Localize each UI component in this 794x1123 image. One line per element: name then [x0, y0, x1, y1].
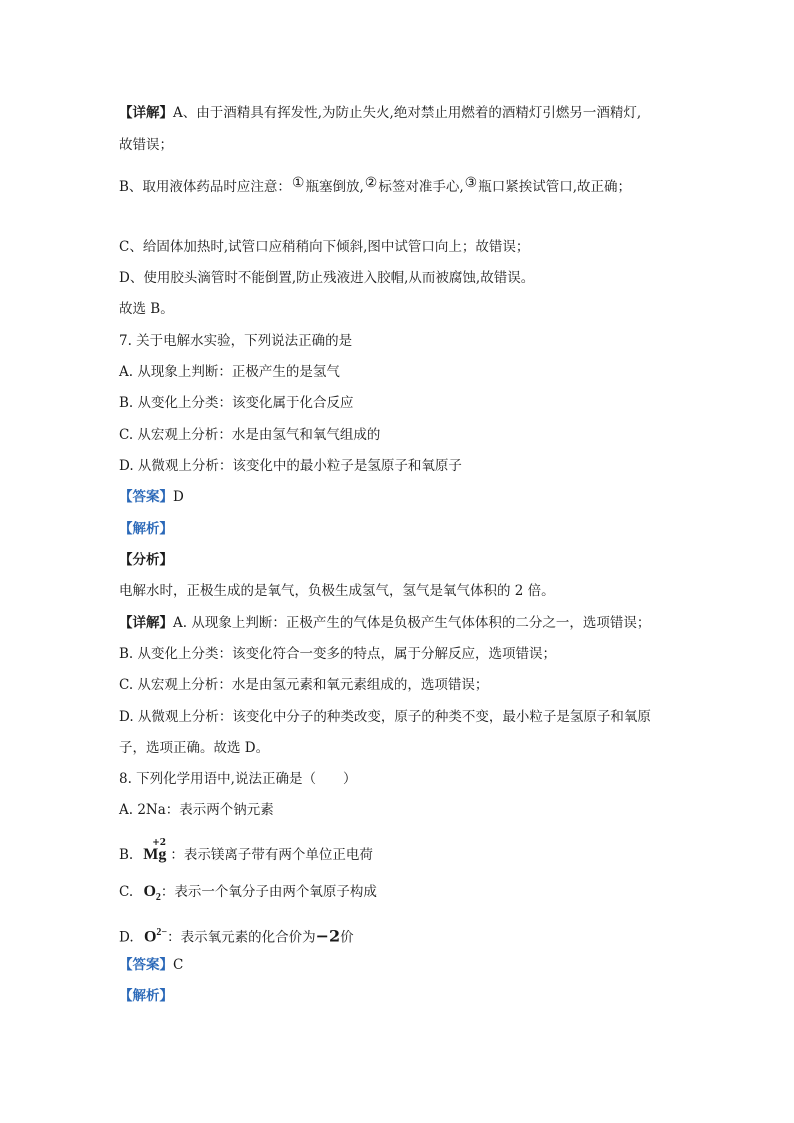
line-text: D. 从微观上分析：该变化中的最小粒子是氢原子和氧原子: [119, 458, 462, 474]
line-text: A、由于酒精具有挥发性,为防止失火,绝对禁止用燃着的酒精灯引燃另一酒精灯,: [173, 105, 642, 121]
answer-tag: 【答案】: [119, 489, 173, 505]
option-label: B.: [119, 847, 134, 863]
circled-number-3: ③: [464, 175, 478, 191]
line-text: B、取用液体药品时应注意：: [119, 179, 291, 195]
answer-tag: 【答案】: [119, 957, 173, 973]
oxide-ion-formula: [144, 924, 167, 946]
question-7-detail-d-cont: [119, 739, 269, 757]
question-7-option-a: [119, 363, 340, 381]
line-text: 8. 下列化学用语中,说法正确是（ ）: [119, 771, 357, 787]
line-text: ：表示氧元素的化合价为: [167, 929, 316, 946]
element-symbol: O: [143, 883, 156, 900]
line-text: C、给固体加热时,试管口应稍稍向下倾斜,图中试管口向上；故错误；: [119, 239, 530, 255]
magnesium-valence-formula: [143, 838, 167, 864]
line-text: 瓶塞倒放,: [305, 179, 364, 195]
valence-superscript: +2: [152, 838, 167, 848]
circled-number-2: ②: [364, 175, 378, 191]
explanation-line-a: [119, 104, 641, 122]
circled-number-1: ①: [291, 175, 305, 191]
question-8-stem: [119, 770, 356, 788]
line-text: 7. 关于电解水实验，下列说法正确的是: [119, 333, 353, 349]
question-7-fenxi-heading: [119, 551, 173, 569]
question-8-option-c: [119, 883, 377, 907]
answer-value: D: [173, 489, 184, 505]
question-7-analysis-text: [119, 582, 555, 600]
question-8-analysis-heading: [119, 987, 173, 1005]
question-7-analysis-heading: [119, 520, 173, 538]
analysis-tag: 【解析】: [119, 521, 173, 537]
line-text: C. 从宏观上分析：水是由氢元素和氧元素组成的，选项错误；: [119, 677, 489, 693]
line-text: D、使用胶头滴管时不能倒置,防止残液进入胶帽,从而被腐蚀,故错误。: [119, 270, 535, 286]
subscript: 2: [155, 892, 161, 904]
line-text: A. 从现象上判断：正极产生的是氢气: [119, 364, 340, 380]
analysis-tag: 【解析】: [119, 988, 173, 1004]
question-7-answer: [119, 488, 184, 506]
line-text: D. 从微观上分析：该变化中分子的种类改变，原子的种类不变，最小粒子是氢原子和氧原: [119, 709, 651, 725]
line-text: A. 2Na：表示两个钠元素: [119, 802, 274, 818]
question-7-detail-b: [119, 645, 556, 663]
option-label: C.: [119, 884, 134, 900]
line-text: A. 从现象上判断：正极产生的气体是负极产生气体体积的二分之一，选项错误；: [173, 615, 651, 631]
line-text: ：表示镁离子带有两个单位正电荷: [170, 847, 373, 863]
question-7-option-c: [119, 426, 380, 444]
question-7-detail-c: [119, 676, 488, 694]
question-7-detail-d: [119, 708, 651, 726]
answer-value: C: [173, 957, 184, 973]
question-7-option-b: [119, 394, 354, 412]
line-text: B. 从变化上分类：该变化符合一变多的特点，属于分解反应，选项错误；: [119, 646, 557, 662]
valence-value: −2: [315, 926, 341, 946]
question-8-option-d: [119, 924, 354, 946]
fenxi-tag: 【分析】: [119, 552, 173, 568]
detail-tag: 【详解】: [119, 615, 173, 631]
charge-superscript: 2−: [156, 927, 168, 938]
choice-line: [119, 300, 174, 318]
element-symbol: Mg: [143, 846, 167, 863]
explanation-line-a-cont: [119, 136, 173, 154]
element-symbol: O: [143, 928, 157, 946]
question-8-answer: [119, 956, 183, 974]
explanation-line-b: [119, 174, 631, 196]
question-8-option-b: [119, 838, 373, 864]
line-text: 价: [340, 929, 354, 946]
line-text: ：表示一个氧分子由两个氧原子构成: [160, 884, 377, 900]
oxygen-molecule-formula: [143, 883, 160, 907]
line-text: 子，选项正确。故选 D。: [119, 740, 270, 756]
line-text: 瓶口紧挨试管口,故正确；: [478, 179, 631, 195]
option-label: D.: [119, 929, 134, 946]
line-text: B. 从变化上分类：该变化属于化合反应: [119, 395, 354, 411]
explanation-line-d: [119, 269, 534, 287]
line-text: 故错误；: [119, 137, 173, 153]
question-7-option-d: [119, 457, 462, 475]
question-8-option-a: [119, 801, 274, 819]
question-7-stem: [119, 332, 352, 350]
explanation-line-c: [119, 238, 529, 256]
question-7-detail-a: [119, 614, 650, 632]
line-text: 标签对准手心,: [378, 179, 464, 195]
detail-tag: 【详解】: [119, 105, 173, 121]
line-text: 故选 B。: [119, 301, 174, 317]
line-text: 电解水时，正极生成的是氧气，负极生成氢气，氢气是氧气体积的 2 倍。: [119, 583, 555, 599]
line-text: C. 从宏观上分析：水是由氢气和氧气组成的: [119, 427, 381, 443]
